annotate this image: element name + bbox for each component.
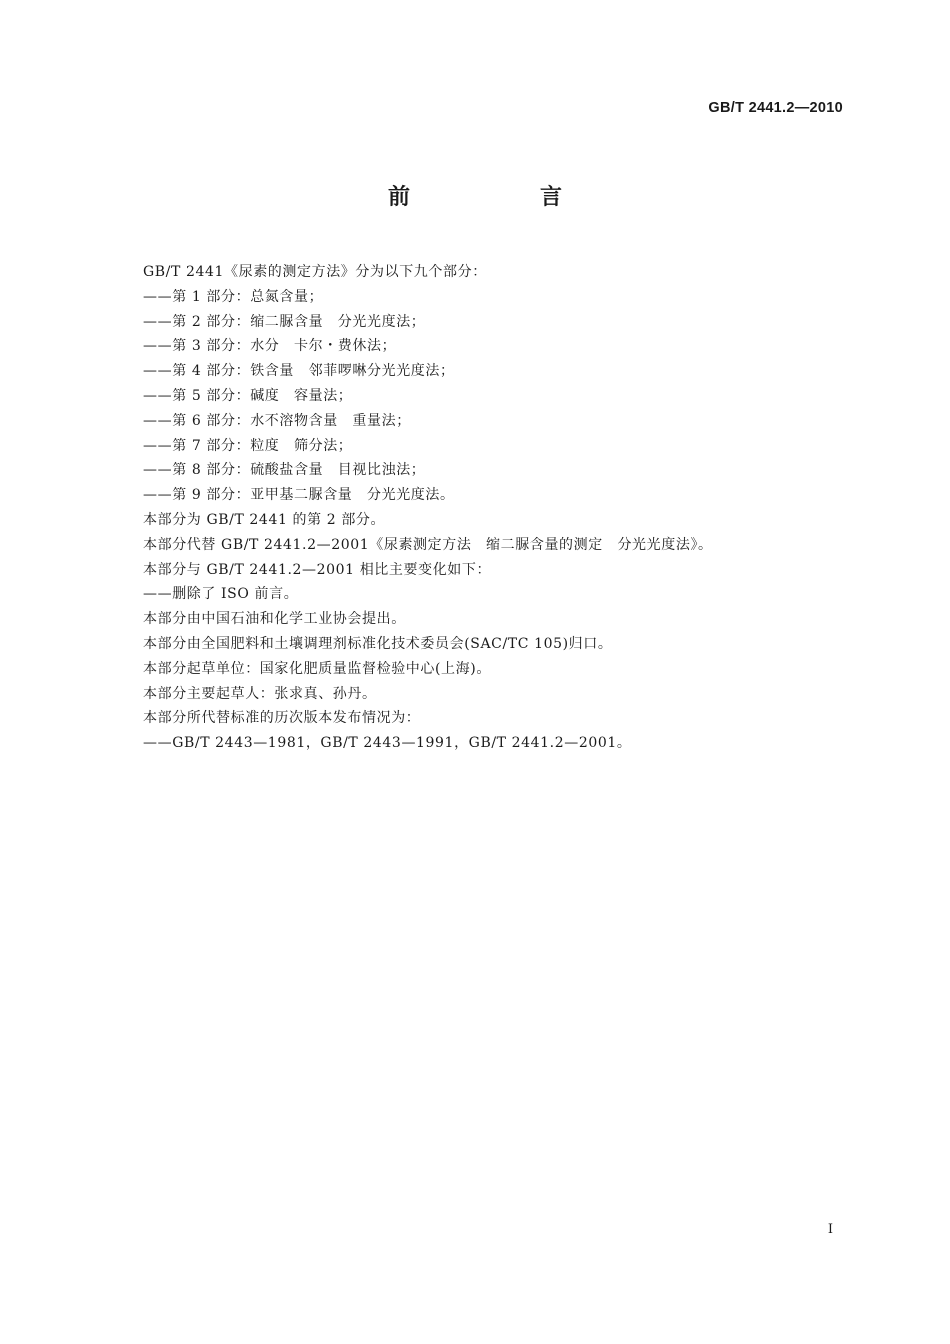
list-item-part-2: ——第 2 部分：缩二脲含量 分光光度法； [143, 313, 426, 330]
proposer-statement: 本部分由中国石油和化学工业协会提出。 [143, 611, 406, 628]
list-item-part-1: ——第 1 部分：总氮含量； [143, 288, 324, 305]
standard-number: GB/T 2441.2—2010 [708, 100, 843, 116]
list-item-part-6: ——第 6 部分：水不溶物含量 重量法； [143, 412, 411, 429]
list-item-part-9: ——第 9 部分：亚甲基二脲含量 分光光度法。 [143, 487, 455, 504]
list-item-part-7: ——第 7 部分：粒度 筛分法； [143, 437, 353, 454]
list-item-part-3: ——第 3 部分：水分 卡尔・费休法； [143, 338, 397, 355]
history-statement: 本部分所代替标准的历次版本发布情况为： [143, 710, 421, 727]
list-item-part-5: ——第 5 部分：碱度 容量法； [143, 387, 353, 404]
replacement-statement: 本部分代替 GB/T 2441.2—2001《尿素测定方法 缩二脲含量的测定 分光光度法》。 [143, 536, 713, 553]
drafters-statement: 本部分主要起草人：张求真、孙丹。 [143, 685, 377, 702]
list-item-part-4: ——第 4 部分：铁含量 邻菲啰啉分光光度法； [143, 363, 455, 380]
page-title: 前 言 [387, 185, 616, 210]
foreword-body [143, 260, 843, 756]
change-item: ——删除了 ISO 前言。 [143, 586, 299, 603]
history-item: ——GB/T 2443—1981，GB/T 2443—1991，GB/T 2441.2—2001。 [143, 735, 632, 752]
changes-statement: 本部分与 GB/T 2441.2—2001 相比主要变化如下： [143, 561, 492, 578]
page-number: I [827, 1222, 833, 1237]
intro-paragraph: GB/T 2441《尿素的测定方法》分为以下九个部分： [143, 264, 487, 280]
committee-statement: 本部分由全国肥料和土壤调理剂标准化技术委员会(SAC/TC 105)归口。 [143, 635, 613, 652]
list-item-part-8: ——第 8 部分：硫酸盐含量 目视比浊法； [143, 462, 426, 479]
part-statement: 本部分为 GB/T 2441 的第 2 部分。 [143, 511, 386, 528]
drafting-unit-statement: 本部分起草单位：国家化肥质量监督检验中心(上海)。 [143, 660, 491, 677]
